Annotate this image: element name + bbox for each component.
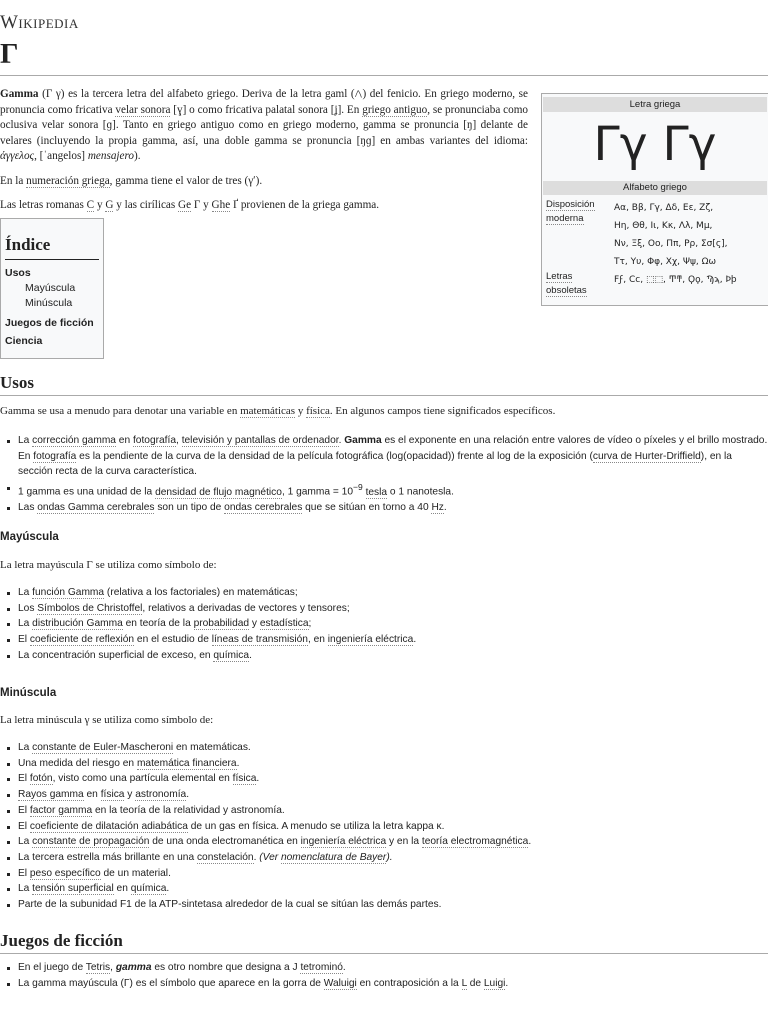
text: . (236, 757, 240, 769)
text: es el exponente en una relación entre valores de vídeo o píxeles y el brillo mostrado. En (18, 435, 768, 462)
link-c[interactable]: C (86, 199, 95, 211)
list-item (18, 616, 768, 632)
text: Г y (191, 199, 212, 211)
text: . (443, 502, 447, 514)
text: La (18, 618, 33, 630)
text: es la pendiente de la curva de la densidad de la película fotográfica (log(opacidad)) frente al log de la exposición ( (76, 450, 593, 462)
link-nomenclatura-bayer[interactable]: nomenclatura de Bayer (280, 851, 387, 863)
text: Gamma se usa a menudo para denotar una variable en (0, 405, 241, 417)
link-foton[interactable]: fotón (29, 773, 53, 785)
usos-list (0, 433, 768, 516)
list-item (18, 740, 768, 756)
list-item (18, 433, 768, 480)
text: de un material. (100, 867, 171, 879)
text: El (18, 867, 30, 879)
greek-word: άγγελος (0, 150, 35, 162)
text: . (413, 634, 417, 646)
link-funcion-gamma[interactable]: función Gamma (32, 587, 105, 598)
link-rayos-gamma[interactable]: Rayos gamma (18, 789, 84, 801)
text: en (115, 435, 133, 446)
toc-item-juegos[interactable]: Juegos de ficción (5, 317, 94, 329)
link-ingenieria-electrica[interactable]: ingeniería eléctrica (327, 634, 414, 646)
phoenician-glyph: 𐤂 (354, 87, 363, 100)
table-of-contents (0, 218, 104, 359)
link-curva-hurter-driffield[interactable]: curva de Hurter-Driffield (592, 450, 701, 462)
text: , visto como una partícula elemental en (52, 773, 233, 785)
text: . En algunos campos tiene significados específicos. (329, 405, 556, 417)
wikipedia-logo[interactable]: Wikipedia (0, 12, 79, 33)
infobox-subcaption[interactable]: Alfabeto griego (543, 181, 767, 195)
text: o 1 nanotesla. (387, 486, 454, 498)
text: ). (386, 851, 393, 863)
text: y (295, 405, 307, 417)
text: . (505, 977, 509, 989)
list-item (18, 803, 768, 819)
modern-letters (614, 199, 766, 271)
text: , (176, 435, 182, 446)
juegos-list (0, 960, 768, 991)
list-item (18, 960, 768, 976)
text: (relativa a los factoriales) en matemáticas; (104, 587, 298, 598)
meaning: mensajero (87, 150, 135, 162)
title-divider (0, 75, 768, 76)
text: es otro nombre que designa a J (151, 962, 301, 973)
obsolete-label[interactable] (546, 270, 602, 298)
text: La (18, 742, 33, 753)
link-numeracion-griega[interactable]: numeración griega (26, 174, 110, 187)
text: ) del fenicio. En griego moderno, se pronuncia como fricativa (0, 88, 528, 116)
infobox-caption: Letra griega (543, 97, 767, 112)
link-coeficiente-reflexion[interactable]: coeficiente de reflexión (29, 634, 135, 646)
list-item (18, 834, 768, 850)
text: de una onda electromanética en (149, 836, 301, 848)
link-tension-superficial[interactable]: tensión superficial (32, 883, 114, 895)
link-ge[interactable]: Ge (178, 199, 192, 211)
text: [ɣ] o como fricativa palatal sonora [ʝ]. En (170, 103, 363, 116)
text: 1 gamma es una unidad de la (18, 486, 156, 498)
text: La (18, 883, 33, 895)
link-television[interactable]: televisión y pantallas de ordenador (181, 435, 339, 446)
text: y (124, 789, 136, 801)
section-heading-mayuscula: Mayúscula (0, 531, 59, 543)
list-item (18, 787, 768, 803)
link-astronomia[interactable]: astronomía (135, 789, 187, 801)
text: ). (134, 150, 141, 162)
text: y en la (386, 836, 422, 848)
link-probabilidad[interactable]: probabilidad (193, 618, 250, 630)
section-heading-juegos: Juegos de ficción (0, 931, 123, 950)
link-quimica[interactable]: química (213, 649, 250, 661)
link-factor-gamma[interactable]: factor gamma (29, 804, 93, 816)
text: , se pronunciaba como oclusiva velar sonora [ɡ]. Tanto en griego antiguo como en griego moderno, gamma se pronuncia [ŋ] delante de velares (incluyendo la propia gamma, así, una doble gamma se pronuncia [ŋɡ] en ambas variantes del idioma: (0, 103, 529, 147)
text: . (186, 789, 190, 801)
text: En la (0, 174, 27, 187)
text: La (18, 587, 33, 598)
list-item: Parte de la subunidad F1 de la ATP-sintetasa alrededor de la cual se sitúan las demás partes. (18, 897, 768, 913)
toc-item-minuscula[interactable]: Minúscula (25, 297, 73, 309)
mayuscula-paragraph: La letra mayúscula Γ se utiliza como símbolo de: (0, 559, 217, 571)
list-item (18, 819, 768, 835)
text: en el estudio de (134, 634, 212, 646)
section-divider (0, 395, 768, 396)
text: ; (308, 618, 312, 630)
italic-note (259, 852, 392, 864)
link-waluigi[interactable]: Waluigi (323, 977, 357, 989)
text: La concentración superficial de exceso, en (18, 649, 214, 661)
link-fotografia[interactable]: fotografía (132, 435, 177, 446)
text: El (18, 804, 30, 816)
link-fisica[interactable]: física (100, 789, 125, 801)
link-griego-antiguo[interactable]: griego antiguo (362, 103, 428, 116)
toc-item-ciencia[interactable]: Ciencia (5, 335, 43, 347)
minuscula-paragraph: La letra minúscula γ se utiliza como símbolo de: (0, 714, 214, 726)
list-item (18, 850, 768, 866)
intro-section (0, 86, 528, 223)
link-quimica[interactable]: química (130, 883, 167, 895)
section-divider (0, 953, 768, 954)
text: y (94, 199, 106, 211)
bold-term: Gamma (0, 88, 39, 100)
letters-row[interactable]: Ϝϝ, Ϲϲ, ⬚⬚, Ͳͳ, Ϙϙ, Ϡϡ, Ϸϸ (614, 275, 737, 285)
text: Ґ provienen de la griega gamma. (230, 199, 380, 211)
link-fisica[interactable]: física (306, 405, 330, 417)
list-item (18, 866, 768, 882)
list-item (18, 771, 768, 787)
text: (Γ γ) es la tercera letra del alfabeto griego. Deriva de la letra gaml ( (38, 88, 355, 100)
link-euler-mascheroni[interactable]: constante de Euler-Mascheroni (32, 742, 174, 753)
text: . (253, 851, 260, 863)
obsolete-label-link[interactable]: Letras obsoletas (546, 271, 587, 296)
infobox (541, 93, 768, 306)
text: . (342, 962, 346, 973)
section-heading-minuscula: Minúscula (0, 687, 57, 699)
list-item (18, 976, 768, 992)
toc-item-mayuscula[interactable]: Mayúscula (25, 282, 76, 294)
link-ingenieria-electrica[interactable]: ingeniería eléctrica (300, 836, 387, 848)
text: El (18, 634, 30, 646)
link-lineas-transmision[interactable]: líneas de transmisión (211, 634, 308, 646)
text: . (338, 435, 345, 446)
bold-term: Gamma (344, 435, 382, 446)
toc-item-usos[interactable]: Usos (5, 267, 31, 279)
list-item (18, 585, 768, 601)
intro-paragraph-2 (0, 174, 528, 190)
exponent: −9 (353, 482, 363, 493)
text: . (528, 836, 532, 848)
text: en (83, 789, 101, 801)
link-ghe[interactable]: Ghe (211, 199, 231, 211)
link-estadistica[interactable]: estadística (259, 618, 309, 630)
list-item (18, 601, 768, 617)
link-luigi[interactable]: Luigi (483, 977, 506, 989)
text: de un gas en física. A menudo se utiliza la letra kappa κ. (187, 820, 445, 832)
letters-row[interactable]: Αα, Ββ, Γγ, Δδ, Εε, Ζζ, (614, 203, 714, 213)
text: que se sitúan en torno a 40 (302, 502, 432, 514)
text: , [ˈangelos] (34, 150, 88, 162)
bold-term: gamma (115, 962, 152, 973)
link-matematica-financiera[interactable]: matemática financiera (136, 757, 237, 769)
link-correccion-gamma[interactable]: corrección gamma (32, 435, 116, 446)
letters-row[interactable]: Ττ, Υυ, Φφ, Χχ, Ψψ, Ωω (614, 257, 717, 267)
link-ondas-cerebrales[interactable]: ondas cerebrales (224, 502, 303, 514)
text: La (18, 836, 33, 848)
text: Las letras romanas (0, 199, 87, 211)
link-peso-especifico[interactable]: peso específico (29, 867, 101, 879)
text: . (166, 883, 170, 895)
intro-paragraph-3 (0, 198, 528, 214)
link-matematicas[interactable]: matemáticas (240, 405, 296, 417)
text: y las cirílicas (113, 199, 179, 211)
text: . (249, 649, 252, 661)
link-tetromino[interactable]: tetrominó (300, 962, 343, 973)
list-item (18, 881, 768, 897)
text: , en (307, 634, 328, 646)
text: La (18, 435, 33, 446)
section-heading-usos: Usos (0, 373, 35, 392)
text: , gamma tiene el valor de tres (γʹ). (109, 174, 263, 187)
mayuscula-list (0, 585, 768, 664)
infobox-glyph: Γγ Γγ (593, 117, 717, 172)
text: en la teoría de la relatividad y astronomía. (92, 804, 285, 816)
link-dilatacion-adiabatica[interactable]: coeficiente de dilatación adiabática (29, 820, 188, 832)
text: El (18, 773, 30, 785)
obsolete-letters (614, 271, 766, 289)
link-constelacion[interactable]: constelación (196, 851, 254, 863)
text: en contraposición a la (356, 977, 462, 989)
link-ondas-gamma[interactable]: ondas Gamma cerebrales (37, 502, 155, 514)
text: en (113, 883, 131, 895)
link-christoffel[interactable]: Símbolos de Christoffel (37, 602, 143, 614)
text: ), en la sección recta de la curva característica. (18, 450, 732, 478)
letters-row[interactable]: Ηη, Θθ, Ιι, Κκ, Λλ, Μμ, (614, 221, 713, 231)
text: Los (18, 602, 38, 614)
usos-paragraph (0, 405, 768, 417)
list-item (18, 756, 768, 772)
text: en matemáticas. (173, 742, 251, 753)
modern-label[interactable] (546, 198, 610, 226)
minuscula-list (0, 740, 768, 913)
text: Las (18, 502, 38, 514)
list-item (18, 648, 768, 664)
list-item (18, 480, 768, 500)
link-teoria-electromagnetica[interactable]: teoría electromagnética (421, 836, 529, 848)
link-fotografia[interactable]: fotografía (33, 450, 77, 462)
link-l[interactable]: L (461, 977, 467, 989)
text: de (466, 977, 484, 989)
link-hz[interactable]: Hz (431, 502, 444, 514)
link-distribucion-gamma[interactable]: distribución Gamma (32, 618, 123, 630)
list-item (18, 632, 768, 648)
text: (Ver (259, 851, 281, 863)
text: . (256, 773, 260, 785)
link-tesla[interactable]: tesla (365, 486, 388, 498)
link-densidad-flujo[interactable]: densidad de flujo magnético (155, 486, 282, 498)
text: y (249, 618, 260, 630)
text: El (18, 820, 30, 832)
letters-row[interactable]: Νν, Ξξ, Οο, Ππ, Ρρ, Σσ[ς], (614, 239, 728, 249)
text: En el juego de (18, 962, 86, 973)
link-constante-propagacion[interactable]: constante de propagación (32, 836, 150, 848)
text: , relativos a derivadas de vectores y tensores; (142, 602, 350, 614)
text: , 1 gamma = 10 (281, 486, 354, 498)
text: La gamma mayúscula (Γ) es el símbolo que aparece en la gorra de (18, 977, 324, 989)
modern-label-link[interactable]: Disposición moderna (546, 199, 595, 224)
toc-divider (5, 259, 99, 260)
link-fisica[interactable]: física (232, 773, 257, 785)
toc-title: Índice (5, 235, 51, 254)
page-title: Γ (0, 38, 19, 70)
text: en teoría de la (122, 618, 194, 630)
text: La tercera estrella más brillante en una (18, 851, 197, 863)
link-g[interactable]: G (105, 199, 114, 211)
link-tetris[interactable]: Tetris (85, 962, 111, 973)
list-item (18, 500, 768, 516)
link-velar-sonora[interactable]: velar sonora (115, 103, 171, 116)
intro-paragraph-1 (0, 86, 528, 165)
text: , (110, 962, 116, 973)
text: son un tipo de (154, 502, 225, 514)
text: Una medida del riesgo en (18, 757, 137, 769)
